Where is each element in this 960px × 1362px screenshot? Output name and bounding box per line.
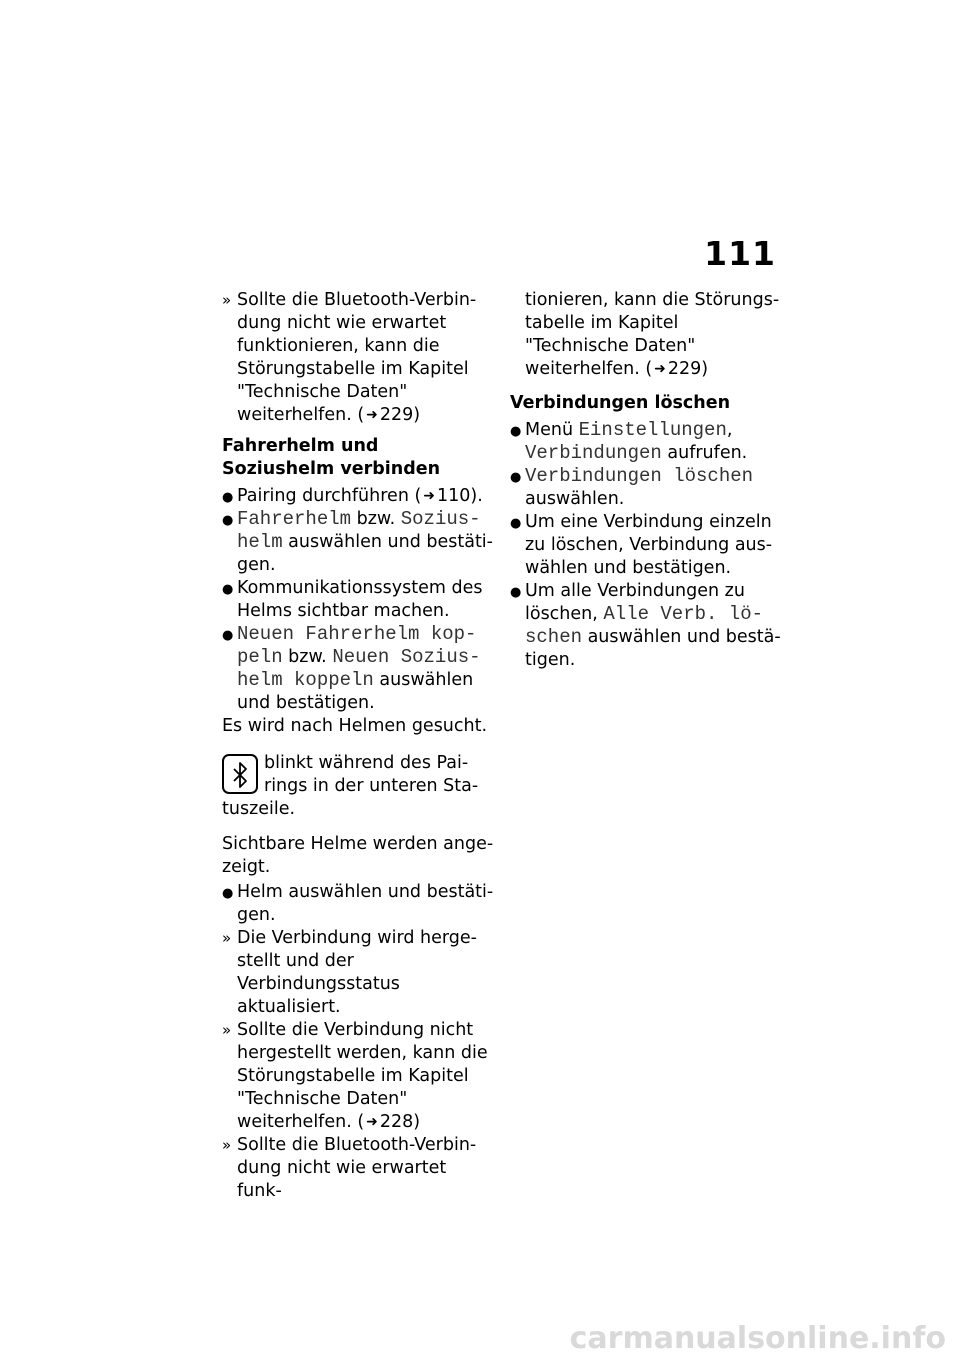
page-reference[interactable]: 110). bbox=[437, 486, 483, 506]
reference-arrow-icon: ➜ bbox=[654, 361, 666, 377]
step-item bbox=[222, 485, 494, 508]
bullet-icon: ● bbox=[222, 886, 234, 901]
step-text: Kommunikationssystem des Helms sichtbar machen. bbox=[237, 578, 483, 621]
step-item bbox=[510, 465, 782, 511]
step-text: bzw. bbox=[351, 509, 401, 529]
info-text: Sichtbare Helme werden angezeigt. bbox=[222, 834, 494, 877]
step-text: Helm auswählen und bestätigen. bbox=[237, 882, 494, 925]
bullet-icon: ● bbox=[222, 582, 234, 597]
result-text: Sollte die Bluetooth-Verbindung nicht wie erwartet funktionieren, kann die Störungstabelle im Kapitel "Technische Daten" weiterhelfen. bbox=[237, 290, 477, 425]
menu-option: Fahrerhelm bbox=[237, 508, 352, 530]
menu-option: Sozius-helm bbox=[237, 508, 481, 553]
page-number: 111 bbox=[704, 234, 776, 273]
reference-arrow-icon: ➜ bbox=[366, 1114, 378, 1130]
bullet-icon: ● bbox=[222, 628, 234, 643]
step-item bbox=[510, 580, 782, 672]
menu-option: Neuen Fahrerhelm kop-peln bbox=[237, 623, 477, 668]
bullet-icon: ● bbox=[222, 513, 234, 528]
bullet-icon: ● bbox=[222, 490, 234, 505]
step-item bbox=[222, 623, 494, 715]
result-marker-icon: » bbox=[222, 929, 232, 947]
step-item bbox=[222, 508, 494, 577]
result-text: Die Verbindung wird hergestellt und der Verbindungsstatus aktualisiert. bbox=[237, 928, 477, 1017]
result-marker-icon: » bbox=[222, 1136, 232, 1154]
reference-arrow-icon: ➜ bbox=[423, 488, 436, 504]
menu-option: Verbindungen bbox=[525, 442, 662, 464]
menu-option: Neuen Sozius-helm koppeln bbox=[237, 646, 481, 691]
watermark: carmanualsonline.info bbox=[569, 1321, 946, 1356]
step-text: Um eine Verbindung einzeln zu löschen, Verbindung auswählen und bestätigen. bbox=[525, 512, 773, 578]
result-marker-icon: » bbox=[222, 1021, 232, 1039]
step-item bbox=[222, 881, 494, 927]
step-text: auswählen und bestätigen. bbox=[237, 532, 493, 575]
bullet-icon: ● bbox=[510, 585, 522, 600]
left-column bbox=[222, 289, 494, 1203]
step-item bbox=[222, 577, 494, 623]
menu-option: Einstellungen bbox=[578, 419, 727, 441]
step-text: Menü bbox=[525, 420, 579, 440]
result-item bbox=[222, 927, 494, 1019]
result-item bbox=[222, 1134, 494, 1203]
step-text: , bbox=[726, 420, 733, 440]
menu-option: Alle Verb. lö-schen bbox=[525, 603, 764, 648]
result-item: » Sollte die Verbindung nicht hergestellt werden, kann die Störungstabelle im Kapitel "Technische Daten" weiterhelfen. ( ➜ 228) bbox=[222, 1020, 488, 1132]
bluetooth-note-text: blinkt während des Pairings in der unteren Statuszeile. bbox=[222, 753, 479, 819]
bluetooth-icon bbox=[222, 754, 258, 794]
step-text: bzw. bbox=[282, 647, 333, 667]
menu-option: Verbindungen löschen bbox=[525, 465, 754, 487]
step-text: auswählen. bbox=[525, 489, 625, 509]
result-item: » Sollte die Bluetooth-Verbindung nicht wie erwartet funktionieren, kann die Störungstabelle im Kapitel "Technische Daten" weiterhelfen. ( ➜ 229) bbox=[222, 290, 477, 425]
step-text: Um alle Verbindungen zu löschen, bbox=[525, 581, 745, 624]
step-text: Pairing durchführen ( bbox=[237, 486, 422, 506]
page-reference[interactable]: 228) bbox=[379, 1112, 421, 1132]
step-item bbox=[510, 419, 782, 465]
result-text: Sollte die Verbindung nicht hergestellt werden, kann die Störungstabelle im Kapitel "Technische Daten" weiterhelfen. bbox=[237, 1020, 488, 1132]
step-item bbox=[510, 511, 782, 580]
right-column bbox=[510, 289, 782, 672]
result-text: Sollte die Bluetooth-Verbindung nicht wie erwartet funk- bbox=[237, 1135, 477, 1201]
reference-arrow-icon: ➜ bbox=[366, 407, 378, 423]
result-continuation: tionieren, kann die Störungstabelle im Kapitel "Technische Daten" weiterhelfen. ( ➜ 229) bbox=[525, 290, 780, 379]
bullet-icon: ● bbox=[510, 516, 522, 531]
bullet-icon: ● bbox=[510, 424, 522, 439]
step-text: aufrufen. bbox=[661, 443, 748, 463]
step-text: auswählen und bestätigen. bbox=[525, 627, 781, 670]
section-heading: Verbindungen löschen bbox=[510, 393, 731, 413]
info-text: Es wird nach Helmen gesucht. bbox=[222, 716, 488, 736]
page-reference[interactable]: 229) bbox=[667, 359, 709, 379]
step-text: auswählen und bestätigen. bbox=[237, 670, 474, 713]
result-marker-icon: » bbox=[222, 291, 232, 309]
bluetooth-note bbox=[222, 752, 494, 821]
result-text: tionieren, kann die Störungstabelle im Kapitel "Technische Daten" weiterhelfen. bbox=[525, 290, 780, 379]
bullet-icon: ● bbox=[510, 470, 522, 485]
section-heading: Fahrerhelm und Soziushelm verbinden bbox=[222, 436, 441, 479]
page-reference[interactable]: 229) bbox=[379, 405, 421, 425]
